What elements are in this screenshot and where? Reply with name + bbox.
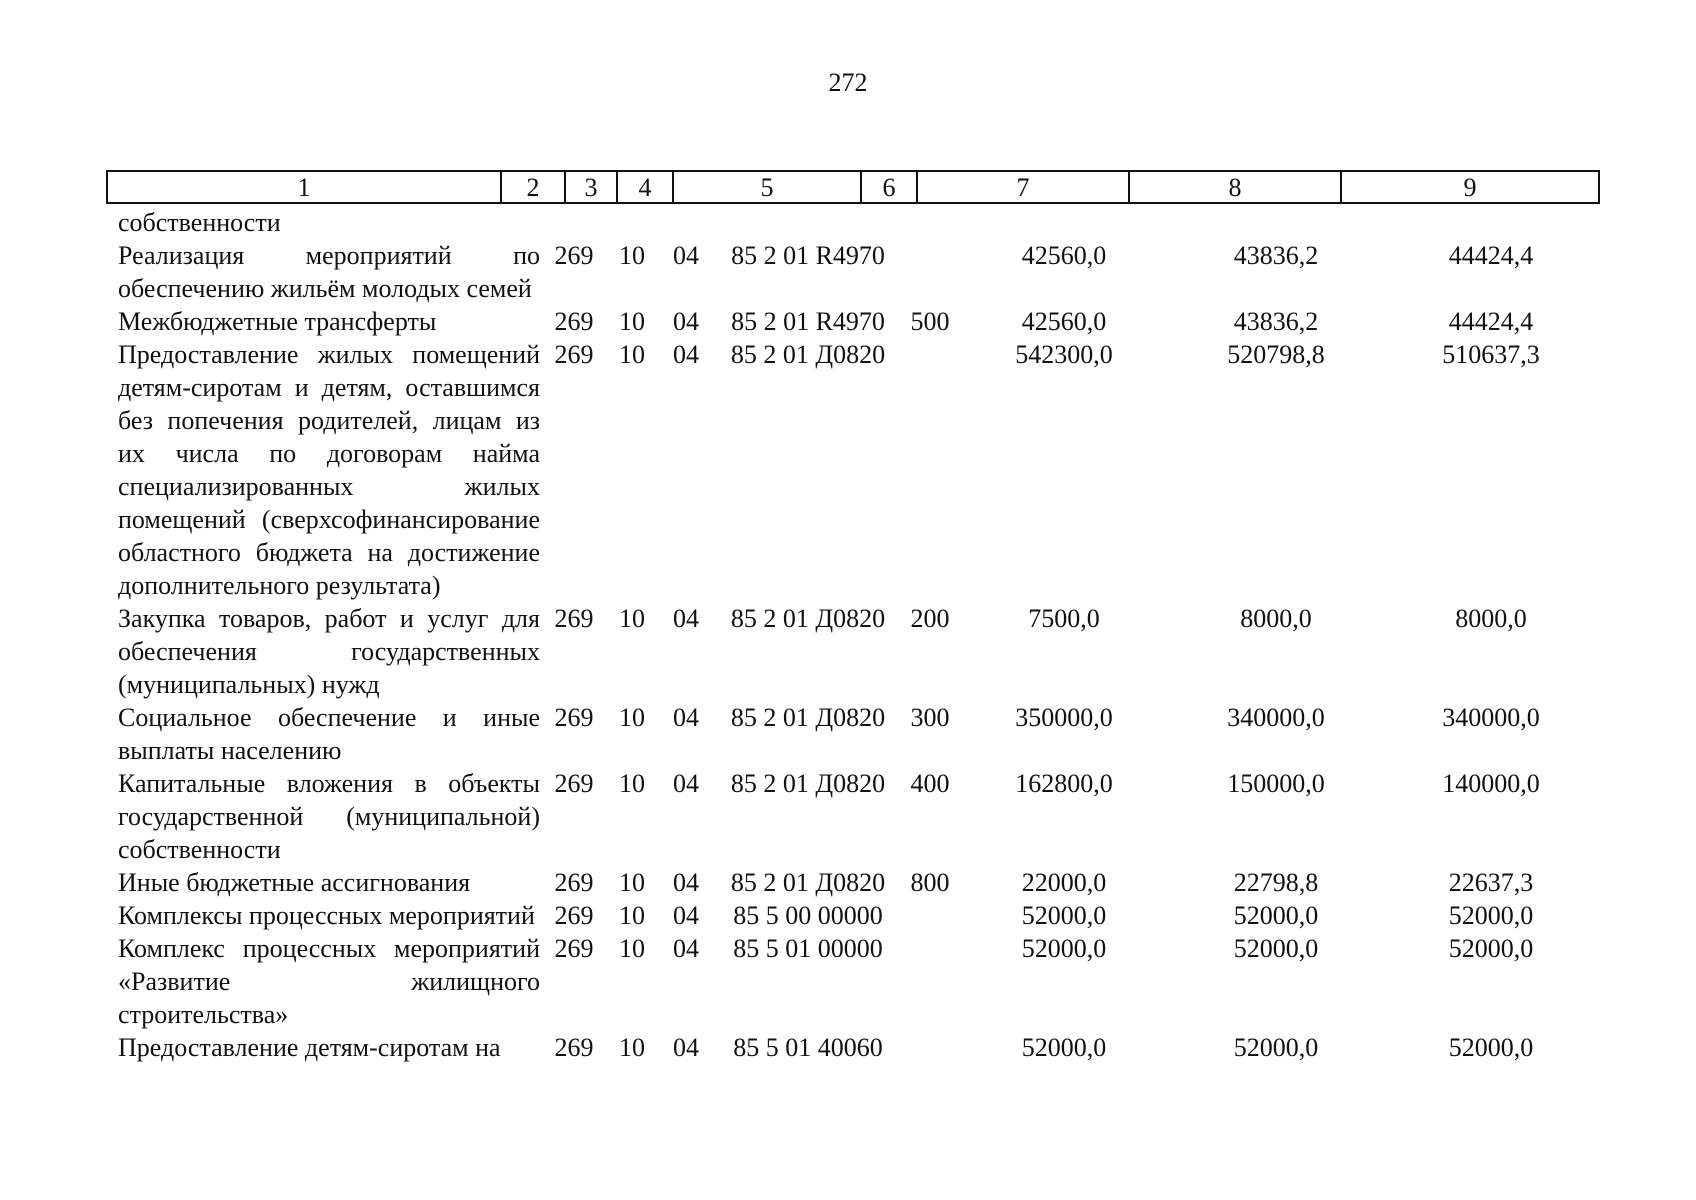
row-name: Предоставление детям-сиротам на	[118, 1033, 501, 1062]
row-admin-code: 269	[554, 868, 594, 897]
row-target-code: 85 2 01 R4970	[731, 241, 885, 270]
row-amount-year-3: 52000,0	[1448, 1033, 1534, 1062]
column-header-7: 7	[918, 172, 1130, 202]
row-amount-year-1: 162800,0	[1015, 769, 1113, 798]
row-section: 10	[619, 769, 645, 798]
row-name: Иные бюджетные ассигнования	[118, 868, 471, 897]
table-row	[106, 338, 1600, 602]
row-admin-code: 269	[554, 703, 594, 732]
row-amount-year-3: 44424,4	[1448, 241, 1534, 270]
row-subsection: 04	[673, 307, 699, 336]
row-admin-code: 269	[554, 934, 594, 963]
row-name: Закупка товаров, работ и услуг для обеспечения государственных (муниципальных) нужд	[118, 604, 540, 699]
column-header-3: 3	[566, 172, 618, 202]
row-name: Реализация мероприятий по обеспечению жильём молодых семей	[118, 241, 540, 303]
row-amount-year-2: 43836,2	[1233, 307, 1319, 336]
row-amount-year-2: 52000,0	[1233, 1033, 1319, 1062]
table-row	[106, 239, 1600, 305]
row-amount-year-2: 150000,0	[1227, 769, 1325, 798]
row-target-code: 85 2 01 Д0820	[730, 769, 886, 798]
column-header-5: 5	[674, 172, 862, 202]
row-section: 10	[619, 604, 645, 633]
row-section: 10	[619, 934, 645, 963]
row-subsection: 04	[673, 340, 699, 369]
table-row	[106, 206, 1600, 239]
row-section: 10	[619, 901, 645, 930]
column-header-6: 6	[862, 172, 918, 202]
row-subsection: 04	[673, 769, 699, 798]
row-expense-type: 800	[910, 868, 950, 897]
row-amount-year-3: 510637,3	[1442, 340, 1540, 369]
row-target-code: 85 2 01 Д0820	[730, 868, 886, 897]
row-amount-year-3: 8000,0	[1455, 604, 1527, 633]
column-header-9: 9	[1463, 173, 1477, 202]
row-admin-code: 269	[554, 604, 594, 633]
row-amount-year-2: 520798,8	[1227, 340, 1325, 369]
row-amount-year-3: 52000,0	[1448, 934, 1534, 963]
table-row	[106, 602, 1600, 701]
row-amount-year-3: 44424,4	[1448, 307, 1534, 336]
row-amount-year-1: 52000,0	[1021, 901, 1107, 930]
row-expense-type: 300	[910, 703, 950, 732]
row-subsection: 04	[673, 703, 699, 732]
row-amount-year-3: 340000,0	[1442, 703, 1540, 732]
row-name: Капитальные вложения в объекты государственной (муниципальной) собственности	[118, 769, 540, 864]
row-amount-year-2: 8000,0	[1240, 604, 1312, 633]
row-amount-year-2: 22798,8	[1233, 868, 1319, 897]
row-subsection: 04	[673, 868, 699, 897]
row-admin-code: 269	[554, 1033, 594, 1062]
table-row	[106, 305, 1600, 338]
row-admin-code: 269	[554, 307, 594, 336]
row-subsection: 04	[673, 604, 699, 633]
row-expense-type: 500	[910, 307, 950, 336]
table-row	[106, 899, 1600, 932]
row-amount-year-2: 52000,0	[1233, 934, 1319, 963]
row-section: 10	[619, 241, 645, 270]
row-amount-year-2: 52000,0	[1233, 901, 1319, 930]
row-section: 10	[619, 868, 645, 897]
row-amount-year-1: 52000,0	[1021, 934, 1107, 963]
row-section: 10	[619, 703, 645, 732]
table-row	[106, 701, 1600, 767]
table-body	[106, 206, 1600, 1064]
row-amount-year-3: 52000,0	[1448, 901, 1534, 930]
row-target-code: 85 2 01 R4970	[731, 307, 885, 336]
column-header-2: 2	[502, 172, 566, 202]
column-header-8: 8	[1130, 172, 1342, 202]
row-name: собственности	[118, 208, 281, 237]
row-subsection: 04	[673, 1033, 699, 1062]
table-row	[106, 1031, 1600, 1064]
row-amount-year-2: 340000,0	[1227, 703, 1325, 732]
row-section: 10	[619, 1033, 645, 1062]
table-row	[106, 866, 1600, 899]
table-header-row	[106, 170, 1600, 204]
row-amount-year-1: 7500,0	[1028, 604, 1100, 633]
row-admin-code: 269	[554, 340, 594, 369]
row-subsection: 04	[673, 901, 699, 930]
row-amount-year-3: 22637,3	[1448, 868, 1534, 897]
table-row	[106, 932, 1600, 1031]
row-amount-year-1: 42560,0	[1021, 241, 1107, 270]
column-header-1: 1	[108, 172, 502, 202]
row-target-code: 85 5 01 00000	[733, 934, 883, 963]
page-number: 272	[828, 68, 868, 97]
row-amount-year-3: 140000,0	[1442, 769, 1540, 798]
row-section: 10	[619, 307, 645, 336]
column-header-4: 4	[618, 172, 674, 202]
row-name: Комплекс процессных мероприятий «Развитие жилищного строительства»	[118, 934, 540, 1029]
row-amount-year-1: 542300,0	[1015, 340, 1113, 369]
row-target-code: 85 5 00 00000	[733, 901, 883, 930]
row-target-code: 85 2 01 Д0820	[730, 703, 886, 732]
row-section: 10	[619, 340, 645, 369]
row-amount-year-2: 43836,2	[1233, 241, 1319, 270]
table-row	[106, 767, 1600, 866]
row-amount-year-1: 42560,0	[1021, 307, 1107, 336]
row-admin-code: 269	[554, 241, 594, 270]
row-name: Межбюджетные трансферты	[118, 307, 437, 336]
row-expense-type: 200	[910, 604, 950, 633]
row-name: Комплексы процессных мероприятий	[118, 901, 535, 930]
row-amount-year-1: 350000,0	[1015, 703, 1113, 732]
row-expense-type: 400	[910, 769, 950, 798]
row-amount-year-1: 52000,0	[1021, 1033, 1107, 1062]
row-target-code: 85 2 01 Д0820	[730, 340, 886, 369]
row-target-code: 85 5 01 40060	[733, 1033, 883, 1062]
row-target-code: 85 2 01 Д0820	[730, 604, 886, 633]
row-amount-year-1: 22000,0	[1021, 868, 1107, 897]
row-subsection: 04	[673, 934, 699, 963]
row-name: Предоставление жилых помещений детям-сиротам и детям, оставшимся без попечения родителей, лицам из их числа по договорам найма специализированных жилых помещений (сверхсофинансирование областного бюджета на достижение дополнительного результата)	[118, 340, 540, 600]
row-subsection: 04	[673, 241, 699, 270]
row-admin-code: 269	[554, 901, 594, 930]
row-admin-code: 269	[554, 769, 594, 798]
row-name: Социальное обеспечение и иные выплаты населению	[118, 703, 540, 765]
